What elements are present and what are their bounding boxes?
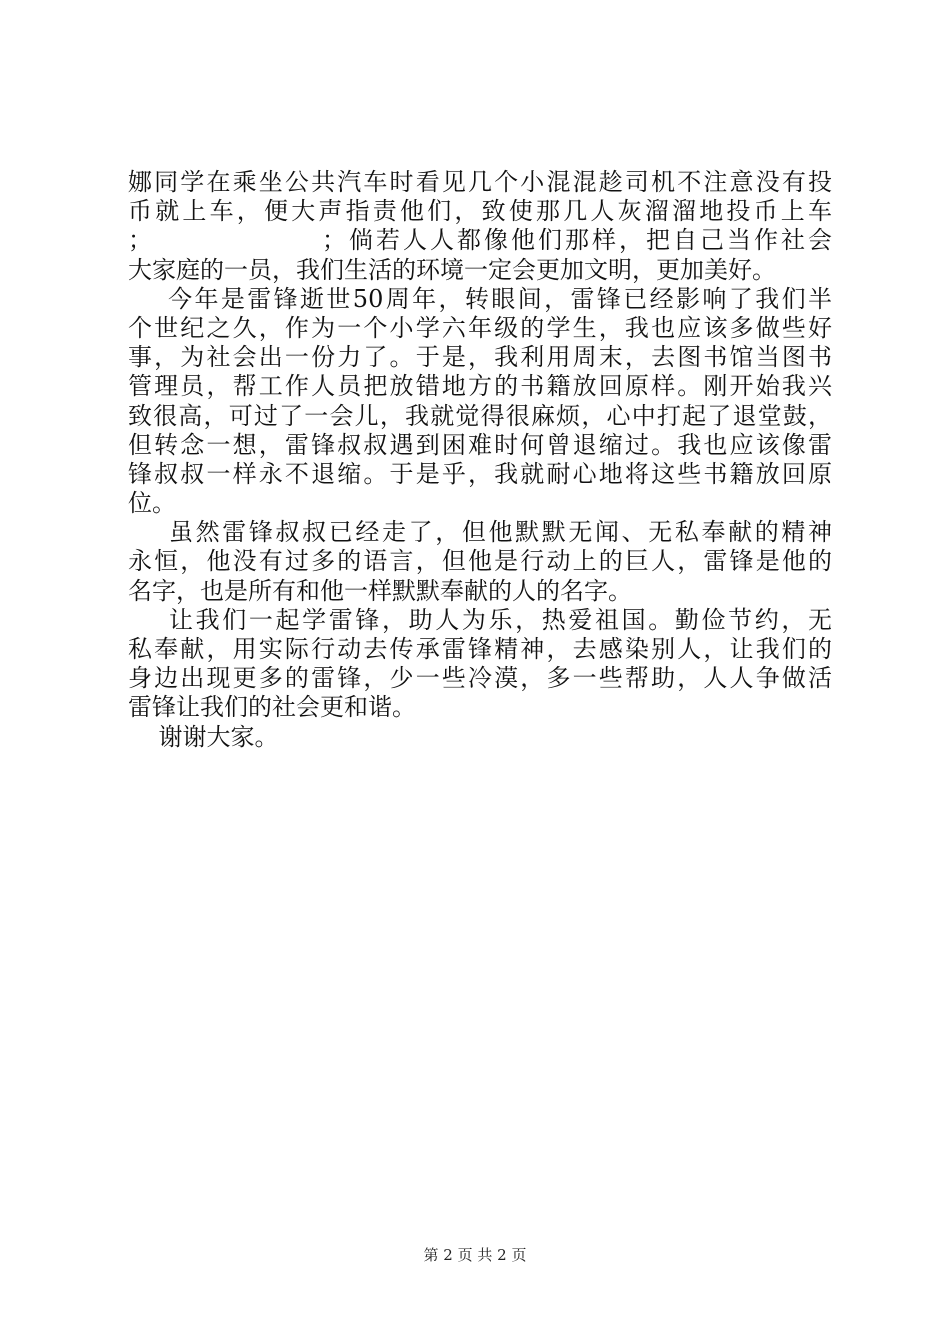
text-line: 娜同学在乘坐公共汽车时看见几个小混混趁司机不注意没有投: [128, 168, 832, 196]
text-line: 管理员，帮工作人员把放错地方的书籍放回原样。刚开始我兴: [128, 372, 832, 401]
text-line: 永恒，他没有过多的语言，但他是行动上的巨人，雷锋是他的: [128, 547, 832, 576]
text-line: 个世纪之久，作为一个小学六年级的学生，我也应该多做些好: [128, 313, 832, 342]
text-line: 大家庭的一员，我们生活的环境一定会更加文明，更加美好。: [128, 255, 776, 284]
text-line: 让我们一起学雷锋，助人为乐，热爱祖国。勤俭节约，无: [128, 605, 832, 634]
text-line: 致很高，可过了一会儿，我就觉得很麻烦，心中打起了退堂鼓，: [128, 401, 832, 430]
text-line: 但转念一想，雷锋叔叔遇到困难时何曾退缩过。我也应该像雷: [128, 430, 832, 459]
page-footer: 第 2 页 共 2 页: [423, 1246, 527, 1264]
text-line: 事，为社会出一份力了。于是，我利用周末，去图书馆当图书: [128, 343, 832, 372]
text-line: 谢谢大家。: [128, 722, 279, 751]
text-line: 身边出现更多的雷锋，少一些冷漠，多一些帮助，人人争做活: [128, 664, 832, 693]
text-line: ； ；倘若人人都像他们那样，把自己当作社会: [128, 226, 832, 255]
text-line: 币就上车，便大声指责他们，致使那几人灰溜溜地投币上车: [128, 197, 832, 226]
text-line: 私奉献，用实际行动去传承雷锋精神，去感染别人，让我们的: [128, 635, 832, 663]
text-line: 今年是雷锋逝世50周年，转眼间，雷锋已经影响了我们半: [128, 284, 832, 313]
document-body: [128, 168, 832, 752]
text-line: 虽然雷锋叔叔已经走了，但他默默无闻、无私奉献的精神: [128, 518, 832, 547]
text-line: 雷锋让我们的社会更和谐。: [128, 693, 416, 722]
text-line: 名字，也是所有和他一样默默奉献的人的名字。: [128, 576, 632, 605]
text-line: 锋叔叔一样永不退缩。于是乎，我就耐心地将这些书籍放回原: [128, 459, 832, 488]
text-line: 位。: [128, 489, 176, 518]
